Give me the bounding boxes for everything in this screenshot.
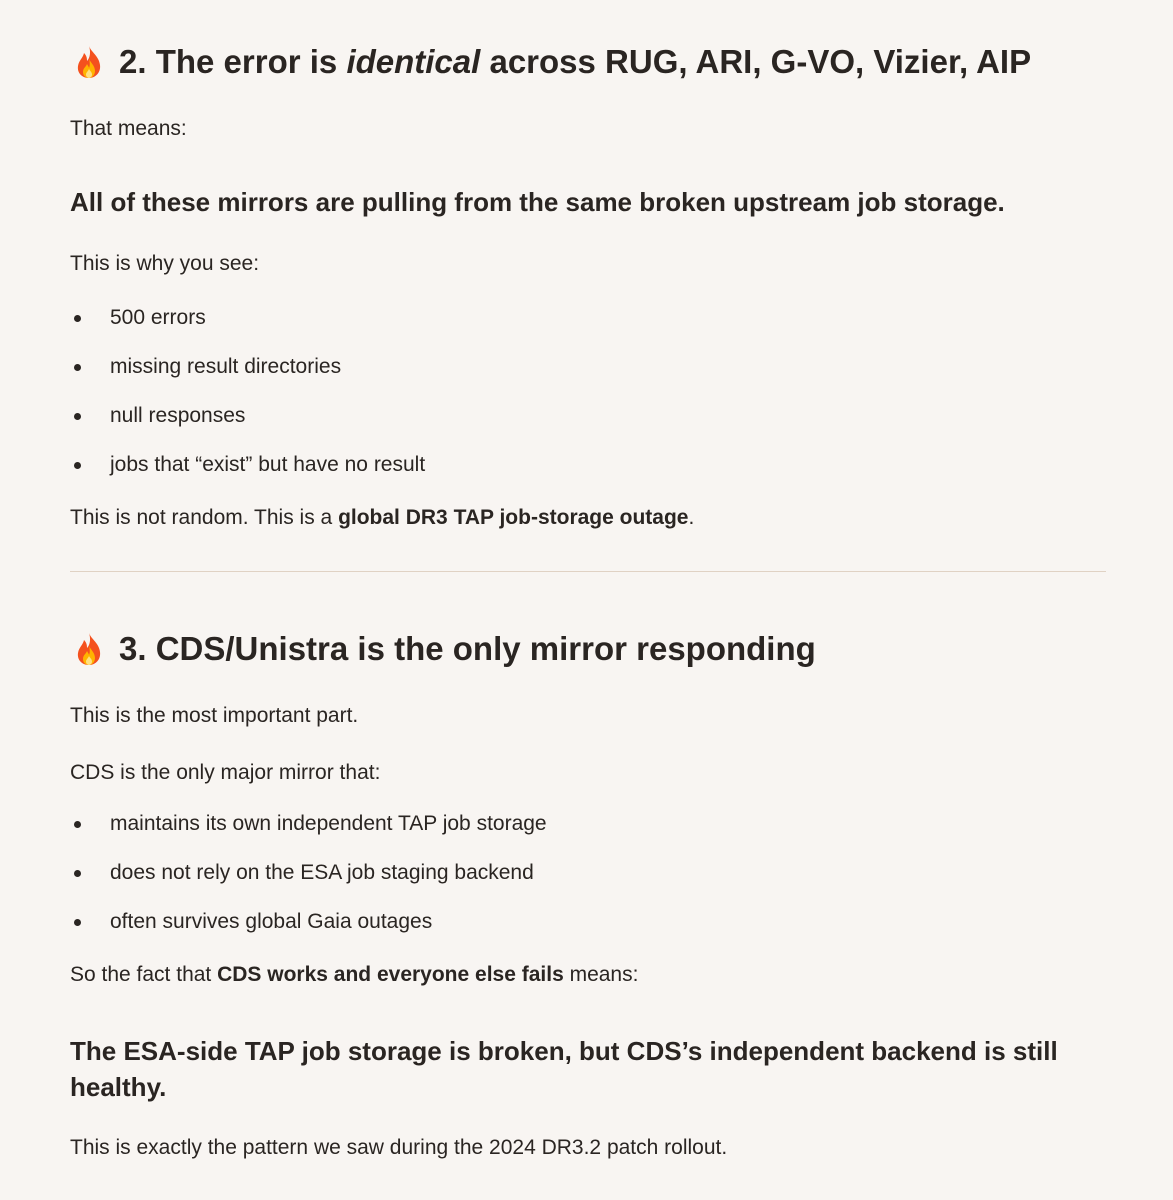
section-2-heading-suffix: across RUG, ARI, G-VO, Vizier, AIP <box>480 43 1032 80</box>
list-item-text: missing result directories <box>110 355 342 378</box>
conclusion-suffix: . <box>688 506 695 529</box>
bullet-dot <box>74 364 81 371</box>
fire-icon <box>73 632 105 666</box>
cds-fact-text <box>70 961 638 989</box>
section-3-heading <box>70 629 1106 669</box>
important-text: This is the most important part. <box>70 704 359 727</box>
list-item <box>70 451 425 500</box>
list-item <box>70 810 547 859</box>
section-3-heading-text: 3. CDS/Unistra is the only mirror responding <box>119 630 816 667</box>
section-3-bullet-list <box>70 810 547 957</box>
section-2-heading <box>70 42 1106 82</box>
conclusion-bold: global DR3 TAP job-storage outage <box>338 506 689 529</box>
bullet-dot <box>74 462 81 469</box>
section-2-lead: All of these mirrors are pulling from the same broken upstream job storage. <box>70 187 1005 217</box>
list-item-text: maintains its own independent TAP job storage <box>110 812 547 835</box>
list-item <box>70 353 425 402</box>
fact-bold: CDS works and everyone else fails <box>217 963 564 986</box>
bullet-dot <box>74 315 81 322</box>
conclusion-prefix: This is not random. This is a <box>70 506 339 529</box>
why-intro-text: This is why you see: <box>70 252 260 275</box>
list-item-text: 500 errors <box>110 306 206 329</box>
section-2 <box>70 42 1106 529</box>
list-item-text: jobs that “exist” but have no result <box>110 453 426 476</box>
list-item-text: often survives global Gaia outages <box>110 910 433 933</box>
list-item-text: null responses <box>110 404 246 427</box>
section-2-bullet-list <box>70 304 425 500</box>
bullet-dot <box>74 870 81 877</box>
bullet-dot <box>74 919 81 926</box>
section-3 <box>70 629 1106 1159</box>
list-item-text: does not rely on the ESA job staging backend <box>110 861 534 884</box>
fact-suffix: means: <box>563 963 639 986</box>
list-item <box>70 304 425 353</box>
list-item <box>70 908 547 957</box>
section-2-heading-prefix: 2. The error is <box>119 43 347 80</box>
section-3-lead: The ESA-side TAP job storage is broken, but CDS’s independent backend is still healthy. <box>70 1036 1058 1102</box>
closing-text: This is exactly the pattern we saw during the 2024 DR3.2 patch rollout. <box>70 1136 728 1159</box>
that-means-text: That means: <box>70 117 187 140</box>
fire-icon <box>73 45 105 79</box>
fact-prefix: So the fact that <box>70 963 218 986</box>
section-2-heading-emphasis: identical <box>346 43 481 80</box>
bullet-dot <box>74 413 81 420</box>
list-item <box>70 859 547 908</box>
section-2-conclusion <box>70 504 694 532</box>
cds-intro-text: CDS is the only major mirror that: <box>70 761 381 784</box>
bullet-dot <box>74 821 81 828</box>
list-item <box>70 402 425 451</box>
section-divider <box>70 571 1106 572</box>
